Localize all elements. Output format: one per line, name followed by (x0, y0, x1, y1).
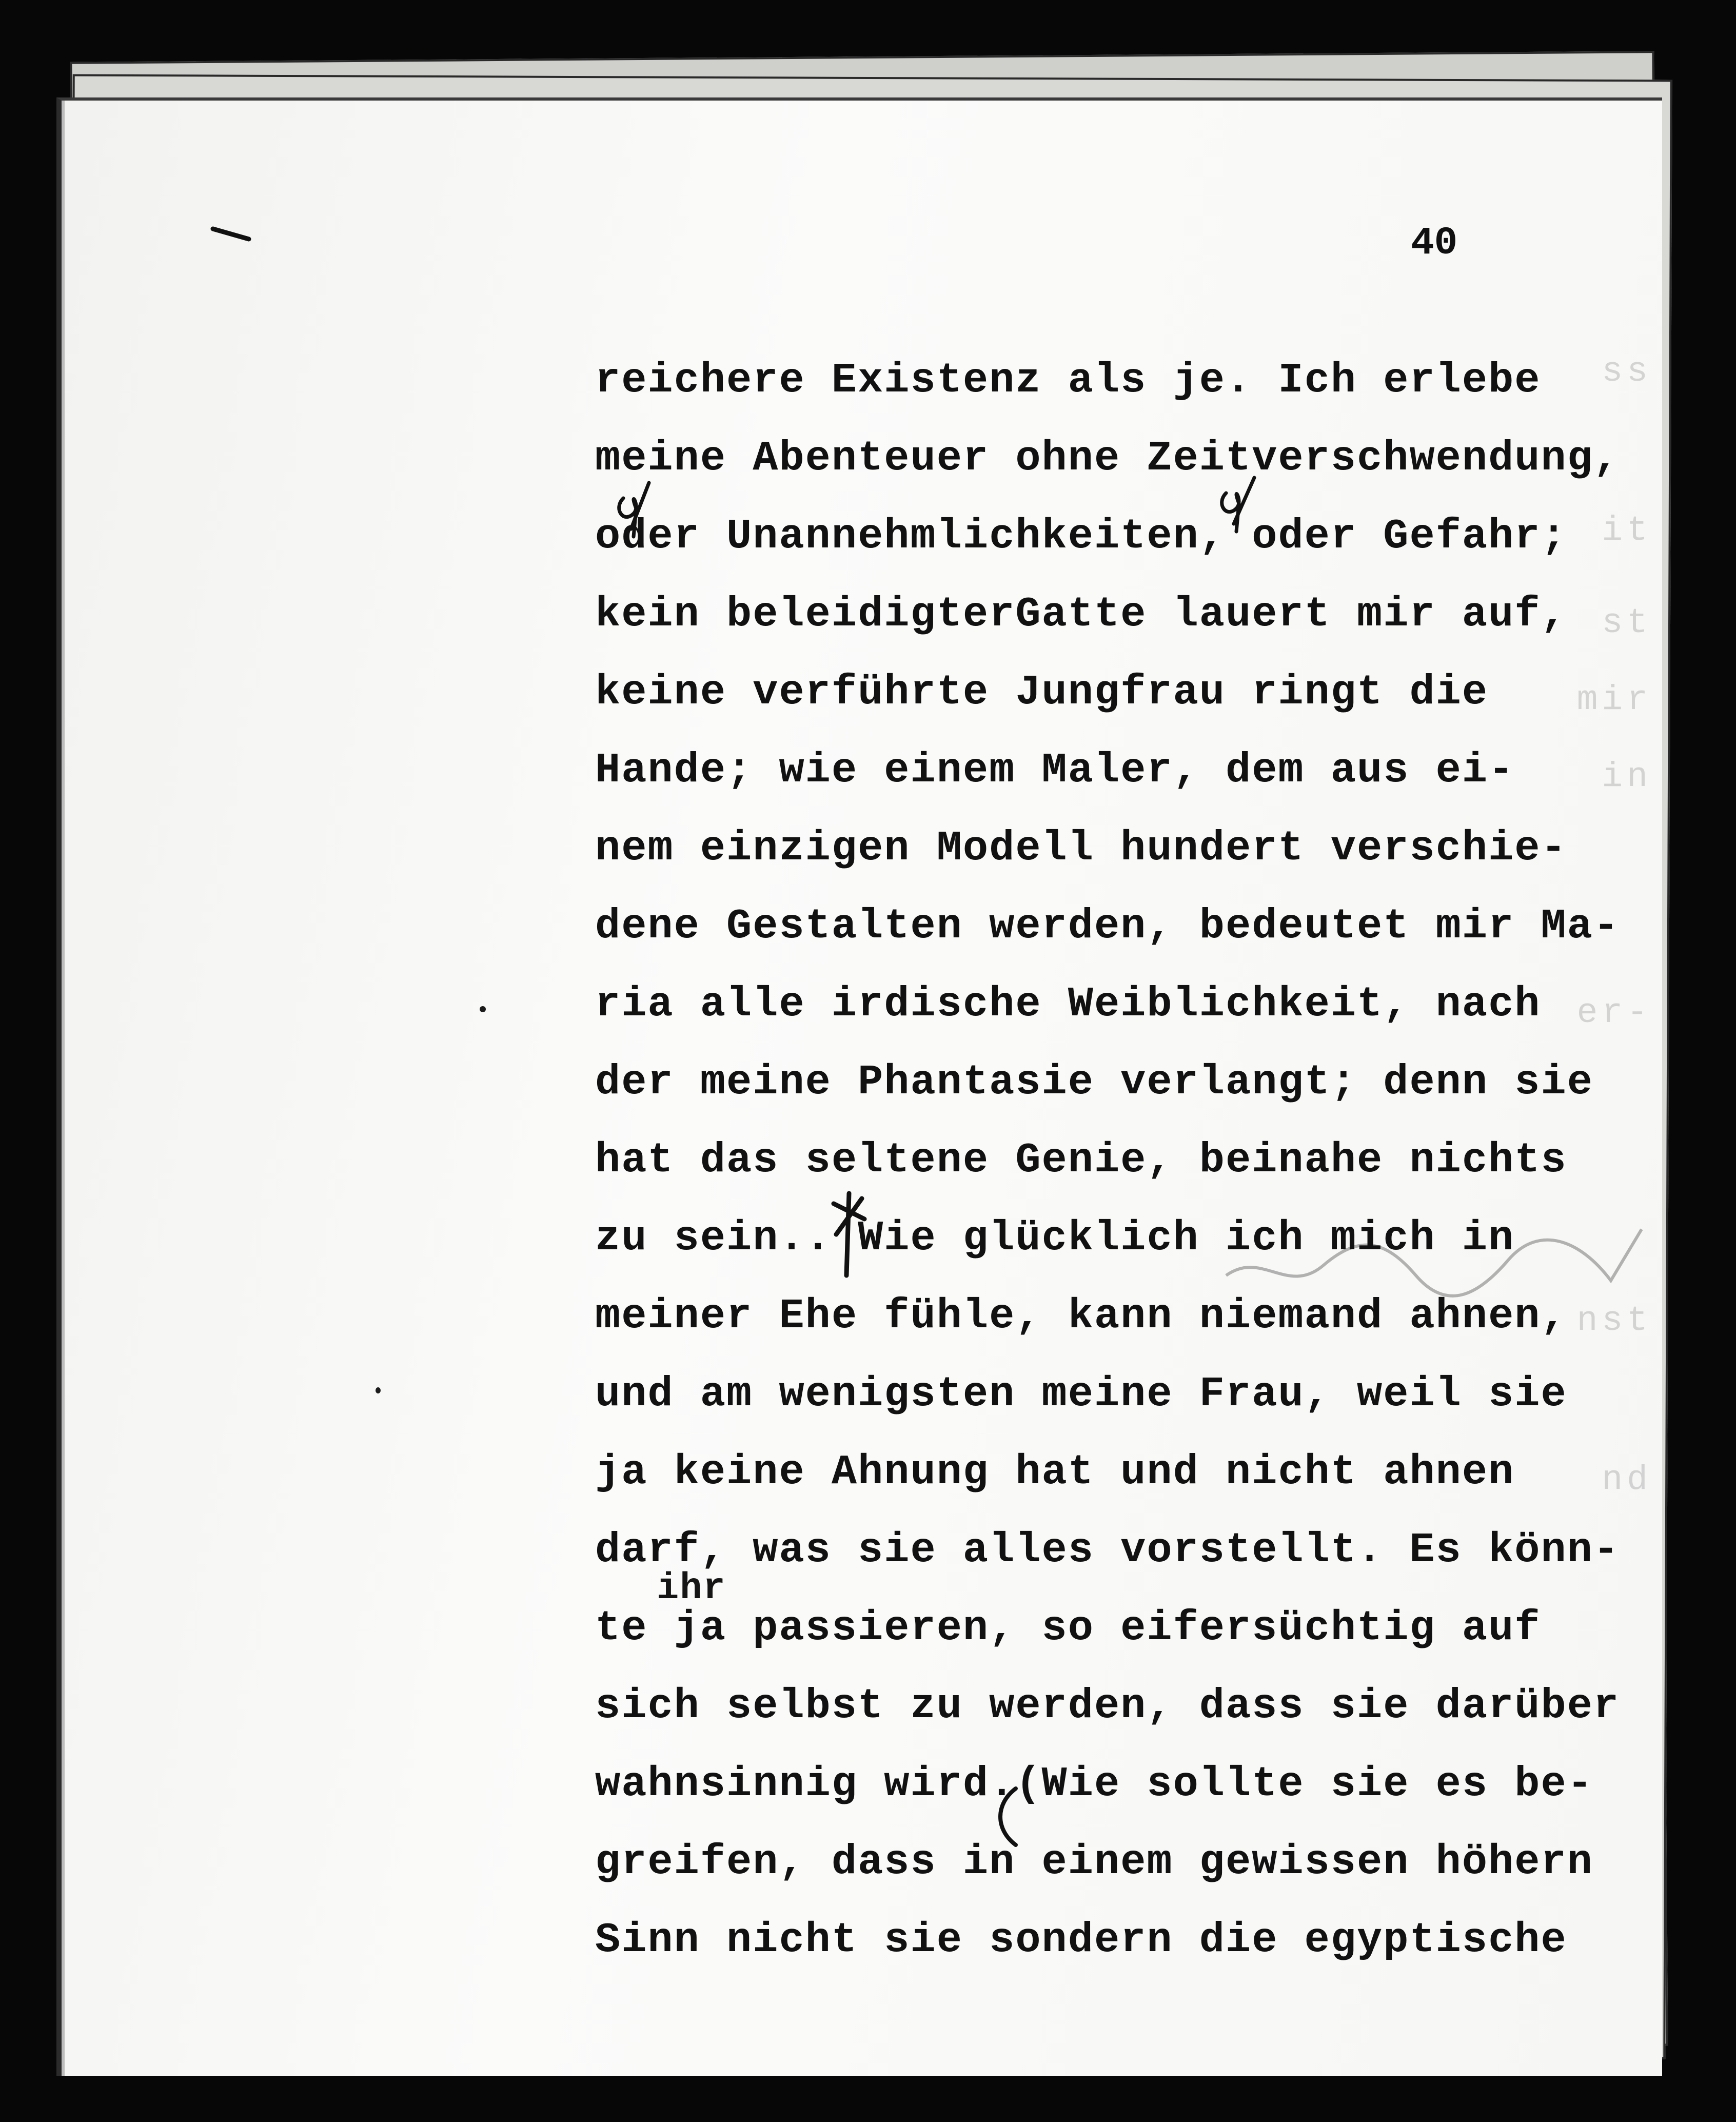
text-line: dene Gestalten werden, bedeutet mir Ma- (595, 902, 1620, 950)
text-line: Sinn nicht sie sondern die egyptische (595, 1916, 1567, 1964)
text-line: und am wenigsten meine Frau, weil sie (595, 1370, 1567, 1418)
text-line: meine Abenteuer ohne Zeitverschwendung, (595, 435, 1620, 482)
text-line: nem einzigen Modell hundert verschie- (595, 824, 1567, 872)
typescript-page (56, 97, 1662, 2076)
text-line: greifen, dass in einem gewissen höhern (595, 1838, 1593, 1886)
interlinear-insert: ihr (657, 1567, 726, 1609)
text-line: te ja passieren, so eifersüchtig auf (595, 1604, 1541, 1652)
text-line: keine verführte Jungfrau ringt die (595, 669, 1489, 716)
text-line: Hande; wie einem Maler, dem aus ei- (595, 746, 1515, 794)
text-line-with-insert (595, 1567, 1611, 1667)
bleed-through-mark: ss (1602, 352, 1652, 391)
text-line: meiner Ehe fühle, kann niemand ahnen, (595, 1292, 1567, 1340)
bleed-through-mark: it (1602, 511, 1652, 551)
stray-dot (480, 1006, 486, 1012)
bleed-through-mark: st (1602, 603, 1652, 643)
bleed-through-mark: er- (1576, 993, 1652, 1033)
text-line: der meine Phantasie verlangt; denn sie (595, 1058, 1593, 1106)
page-number: 40 (1411, 221, 1458, 265)
bleed-through-mark: nd (1602, 1460, 1652, 1500)
stray-dot (376, 1387, 381, 1393)
text-line: sich selbst zu werden, dass sie darüber (595, 1682, 1620, 1730)
text-line: reichere Existenz als je. Ich erlebe (595, 357, 1541, 404)
text-line: oder Unannehmlichkeiten, oder Gefahr; (595, 513, 1567, 560)
text-line: darf, was sie alles vorstellt. Es könn- (595, 1526, 1620, 1574)
text-line: hat das seltene Genie, beinahe nichts (595, 1136, 1567, 1184)
text-line: zu sein.. Wie glücklich ich mich in (595, 1214, 1515, 1262)
text-line: kein beleidigterGatte lauert mir auf, (595, 591, 1567, 638)
text-line: ja keine Ahnung hat und nicht ahnen (595, 1448, 1515, 1496)
text-line: ria alle irdische Weiblichkeit, nach (595, 980, 1541, 1028)
text-line: wahnsinnig wird.(Wie sollte sie es be- (595, 1760, 1593, 1808)
bleed-through-mark: mir (1576, 680, 1652, 720)
bleed-through-mark: in (1602, 757, 1652, 797)
bleed-through-mark: nst (1576, 1301, 1652, 1341)
stray-mark (210, 224, 257, 244)
